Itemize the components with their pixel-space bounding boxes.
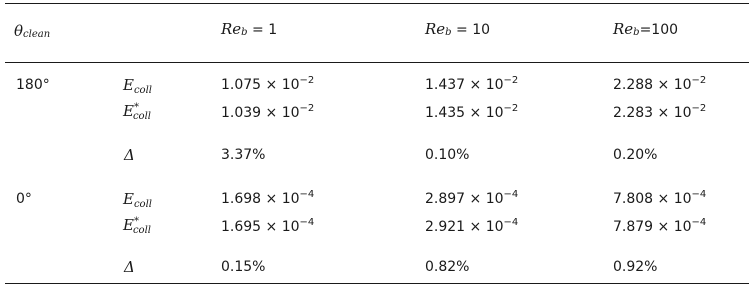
group-angle: 180° <box>16 77 50 93</box>
table-cell: $2.283 \times 10^{-2}$ <box>613 103 707 121</box>
table-cell: 0.92% <box>613 259 658 275</box>
table-cell: $1.695 \times 10^{-4}$ <box>221 217 315 235</box>
row-label-delta: Δ <box>124 258 135 276</box>
table-cell: $1.437 \times 10^{-2}$ <box>425 75 519 93</box>
row-label-e-coll: $E_{coll}$ <box>123 76 152 96</box>
table-cell: $2.288 \times 10^{-2}$ <box>613 75 707 93</box>
row-label-e-coll-star: $E^*_{coll}$ <box>123 102 151 122</box>
table-cell: $2.897 \times 10^{-4}$ <box>425 189 519 207</box>
table-cell: $1.435 \times 10^{-2}$ <box>425 103 519 121</box>
table-cell: $2.921 \times 10^{-4}$ <box>425 217 519 235</box>
table-cell: 0.15% <box>221 259 266 275</box>
row-label-e-coll: $E_{coll}$ <box>123 190 152 210</box>
row-label-delta: Δ <box>124 146 135 164</box>
table-cell: 0.10% <box>425 147 470 163</box>
header-re-100: $Re_b=100$ <box>613 20 679 38</box>
table-cell: $1.075 \times 10^{-2}$ <box>221 75 315 93</box>
table-cell: 0.20% <box>613 147 658 163</box>
row-label-e-coll-star: $E^*_{coll}$ <box>123 216 151 236</box>
table-cell: 0.82% <box>425 259 470 275</box>
table-cell: $1.698 \times 10^{-4}$ <box>221 189 315 207</box>
group-angle: 0° <box>16 191 32 207</box>
table-header-rule <box>5 62 749 63</box>
header-re-1: $Re_b = 1$ <box>221 20 278 38</box>
table-cell: $7.879 \times 10^{-4}$ <box>613 217 707 235</box>
table-bottom-rule <box>5 283 749 284</box>
header-theta-clean: $\theta_{clean}$ <box>14 22 51 40</box>
table-cell: $1.039 \times 10^{-2}$ <box>221 103 315 121</box>
table-top-rule <box>5 3 749 4</box>
table-cell: $7.808 \times 10^{-4}$ <box>613 189 707 207</box>
table-cell: 3.37% <box>221 147 266 163</box>
header-re-10: $Re_b = 10$ <box>425 20 491 38</box>
